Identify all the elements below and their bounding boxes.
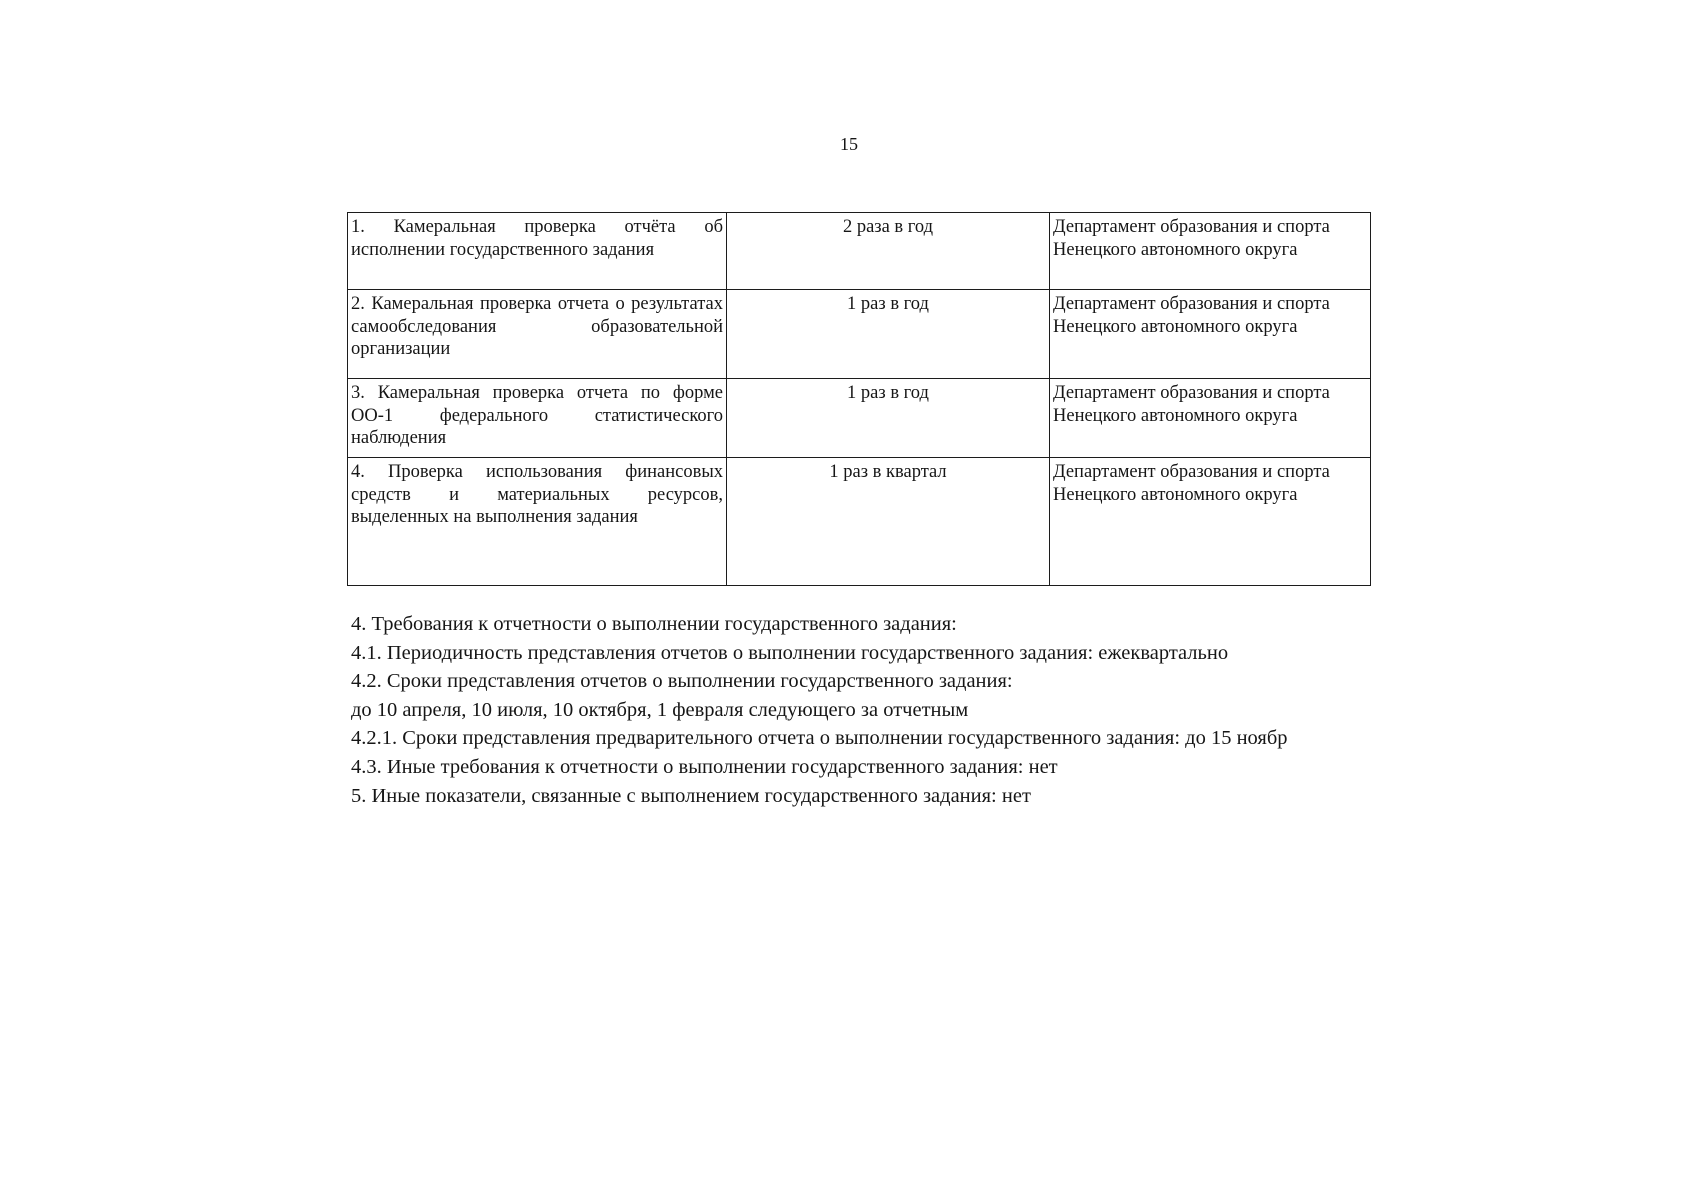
requirement-line: 4.3. Иные требования к отчетности о выполнении государственного задания: нет — [351, 755, 1058, 778]
requirement-line: 4. Требования к отчетности о выполнении государственного задания: — [351, 613, 957, 635]
table-row — [348, 290, 1371, 379]
frequency-cell: 1 раз в год — [727, 379, 1050, 458]
control-form-cell: 3. Камеральная проверка отчета по форме ОО-1 федерального статистического наблюдения — [348, 379, 727, 458]
frequency-cell: 1 раз в год — [727, 290, 1050, 379]
authority-cell: Департамент образования и спорта Ненецкого автономного округа — [1050, 213, 1371, 290]
table-row — [348, 213, 1371, 290]
reporting-requirements — [351, 610, 1351, 810]
frequency-cell: 2 раза в год — [727, 213, 1050, 290]
control-form-cell: 2. Камеральная проверка отчета о результатах самообследования образовательной организации — [348, 290, 727, 379]
control-form-cell: 4. Проверка использования финансовых средств и материальных ресурсов, выделенных на выполнения задания — [348, 458, 727, 586]
table-row — [348, 458, 1371, 586]
requirement-line: до 10 апреля, 10 июля, 10 октября, 1 февраля следующего за отчетным — [351, 698, 969, 721]
authority-cell: Департамент образования и спорта Ненецкого автономного округа — [1050, 458, 1371, 586]
authority-cell: Департамент образования и спорта Ненецкого автономного округа — [1050, 379, 1371, 458]
control-form-cell: 1. Камеральная проверка отчёта об исполнении государственного задания — [348, 213, 727, 290]
requirement-line: 5. Иные показатели, связанные с выполнением государственного задания: нет — [351, 784, 1031, 807]
authority-cell: Департамент образования и спорта Ненецкого автономного округа — [1050, 290, 1371, 379]
requirement-line: 4.1. Периодичность представления отчетов о выполнении государственного задания: ежеквартально — [351, 641, 1229, 664]
page-number: 15 — [840, 134, 858, 154]
control-table — [347, 212, 1371, 586]
frequency-cell: 1 раз в квартал — [727, 458, 1050, 586]
table-row — [348, 379, 1371, 458]
requirement-line: 4.2.1. Сроки представления предварительного отчета о выполнении государственного задания: до 15 ноябр — [351, 727, 1288, 750]
requirement-line: 4.2. Сроки представления отчетов о выполнении государственного задания: — [351, 670, 1013, 693]
